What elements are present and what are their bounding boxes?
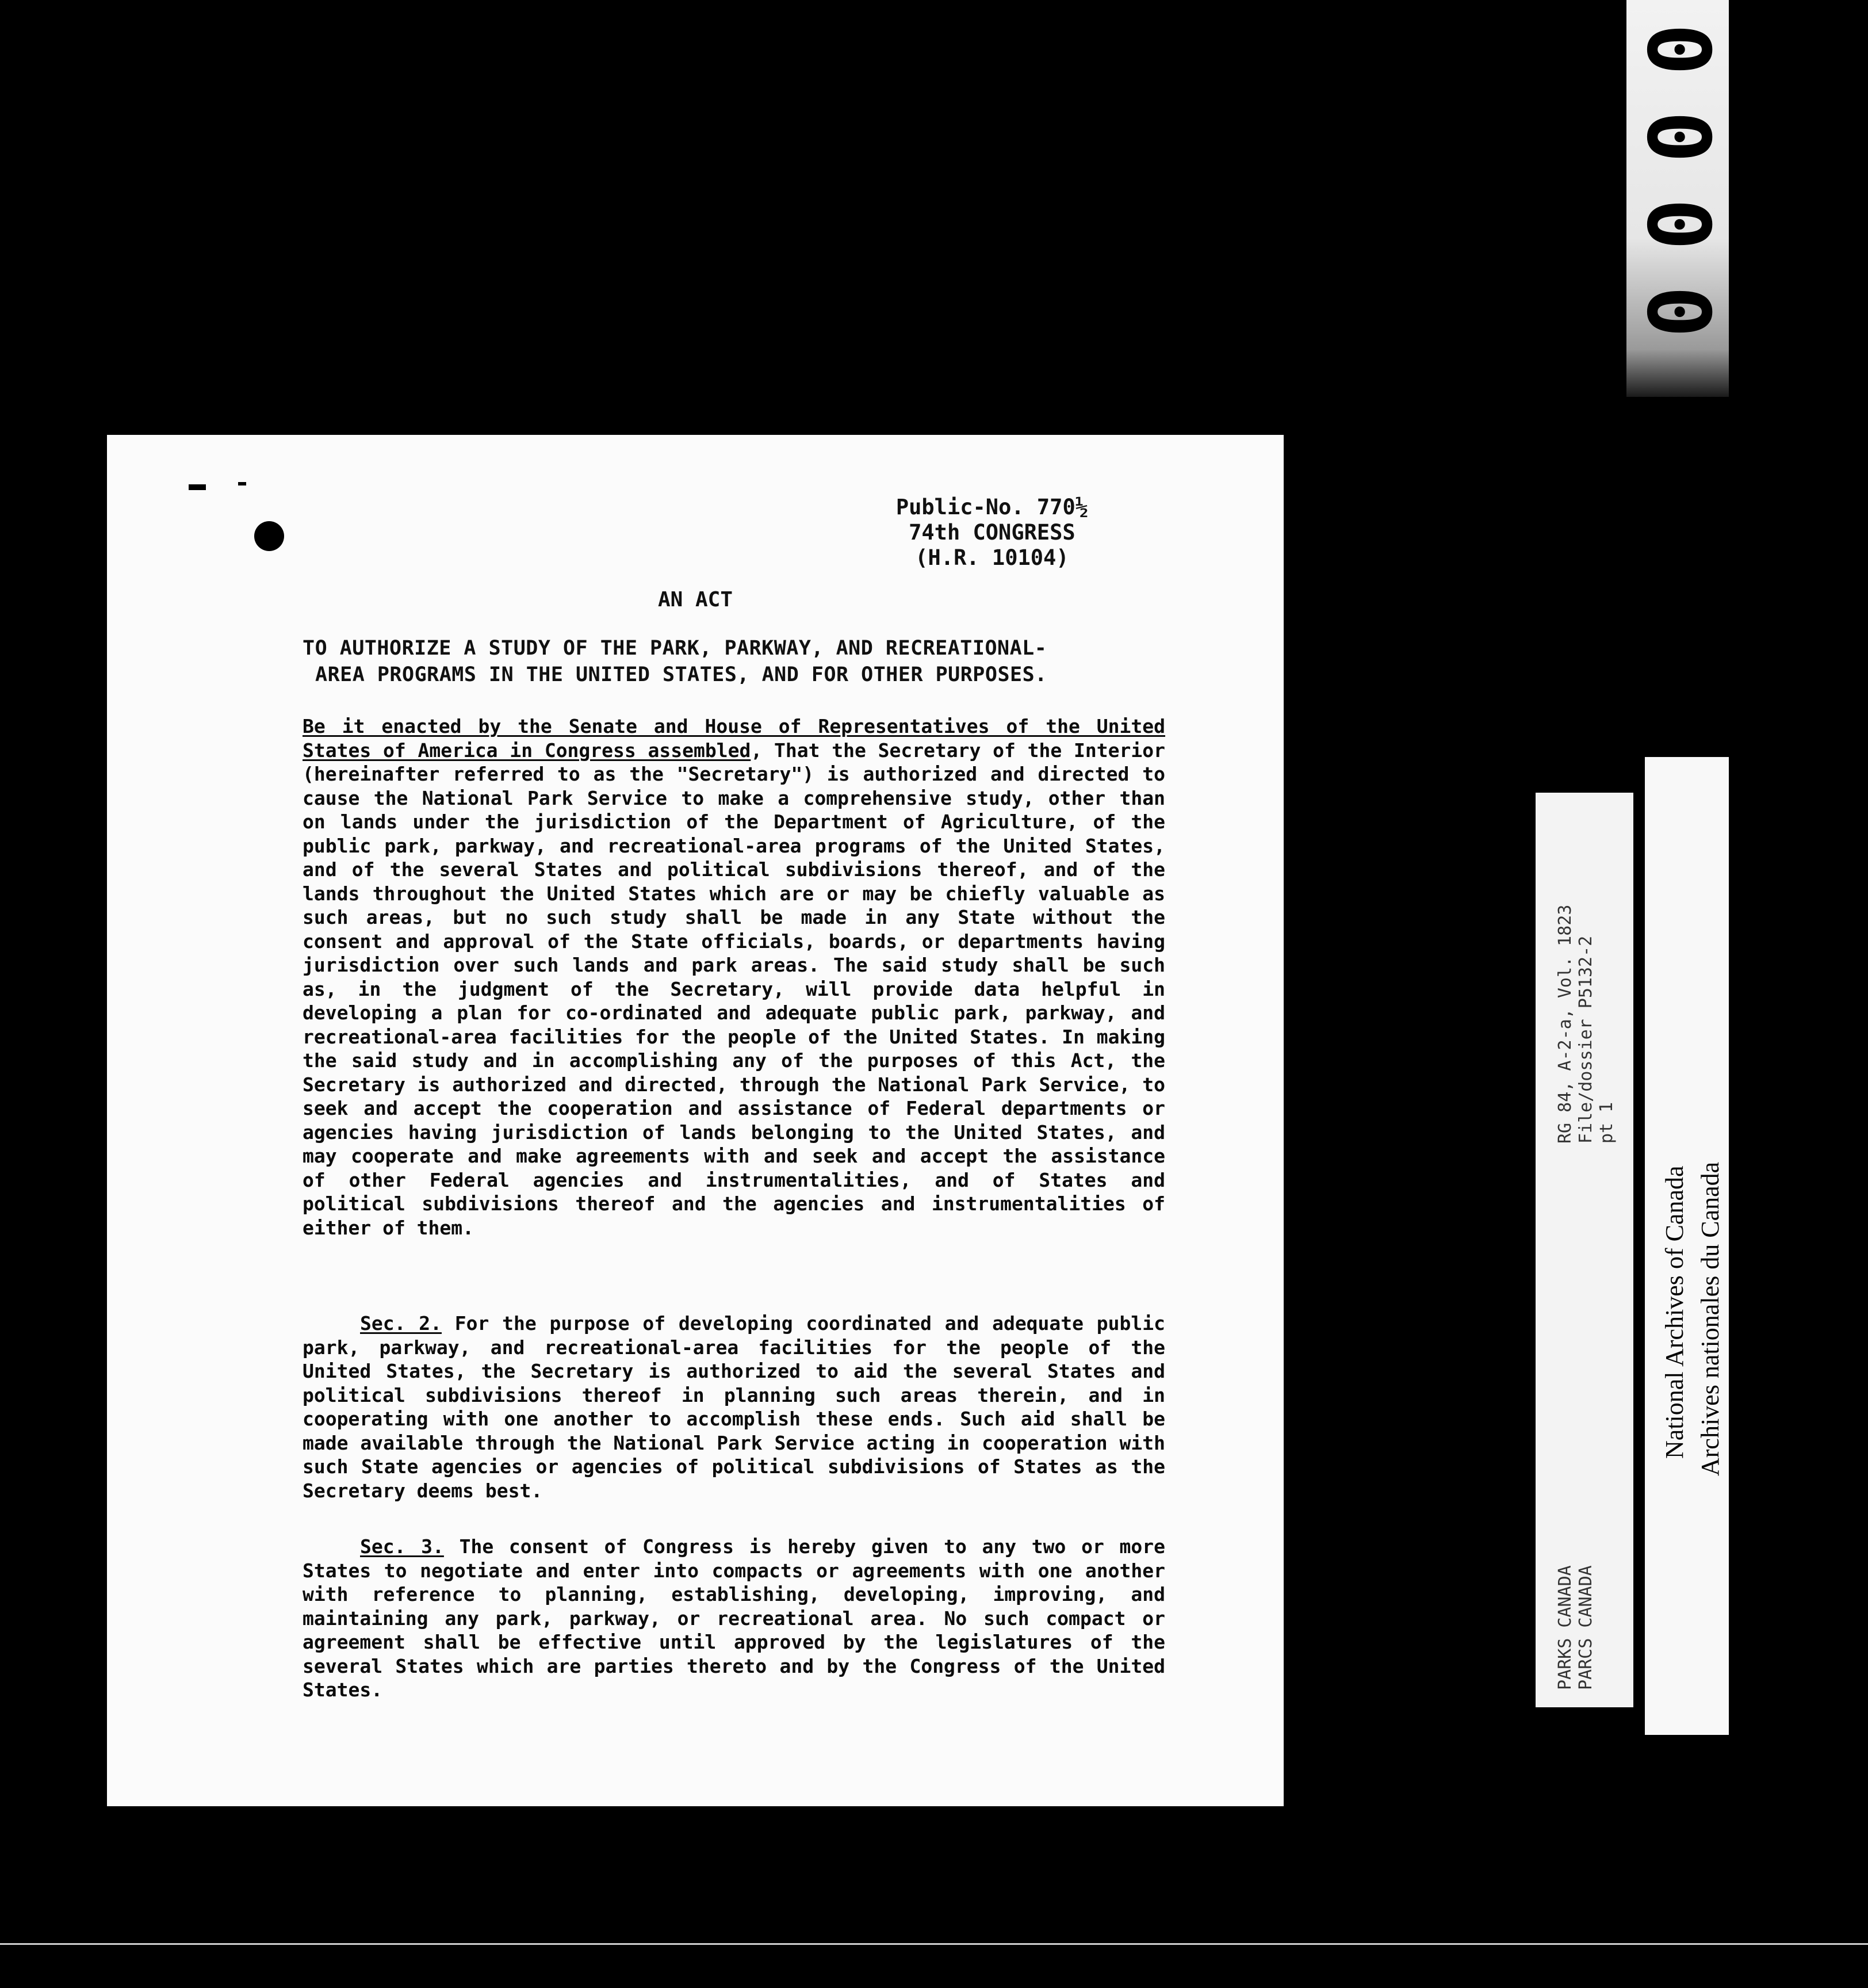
agency-label: PARCS CANADA xyxy=(1576,1565,1596,1690)
public-law-number: Public-No. 770½ xyxy=(895,495,1088,519)
frame-counter xyxy=(1626,0,1729,397)
section-3-body: The consent of Congress is hereby given to any two or more States to negotiate and enter into compacts or agreements with one another with reference to planning, establishing, developing, improving, and maintaining any park, parkway, or recreational area. No such compact or agreement shall be effective until approved by the legislatures of the several States which are parties thereto and by the Congress of the United States. xyxy=(303,1535,1165,1701)
file-reference-line: pt 1 xyxy=(1597,1102,1617,1144)
punch-hole xyxy=(254,521,284,551)
frame-digit: 0 xyxy=(1628,23,1728,76)
file-reference-line: RG 84, A-2-a, Vol. 1823 xyxy=(1555,904,1575,1144)
congress-number: 74th CONGRESS xyxy=(909,520,1075,545)
section-3 xyxy=(303,1535,1165,1702)
bill-number: (H.R. 10104) xyxy=(915,545,1069,570)
file-reference-strip xyxy=(1536,793,1633,1707)
ink-speck xyxy=(238,482,246,485)
file-reference-line: File/dossier P5132-2 xyxy=(1576,935,1596,1144)
act-title-line: TO AUTHORIZE A STUDY OF THE PARK, PARKWAY, AND RECREATIONAL- xyxy=(303,637,1047,660)
archives-strip xyxy=(1645,757,1729,1735)
enacting-clause: Be it enacted by the Senate and House of Representatives of the United States of America in Congress assembled xyxy=(303,715,1165,762)
enacting-body: , That the Secretary of the Interior (hereinafter referred to as the "Secretary") is authorized and directed to cause the National Park Service to make a comprehensive study, other than on lands under the jurisdiction of the Department of Agriculture, of the public park, parkway, and recreational-area programs of the United States, and of the several States and political subdivisions thereof, and of the lands throughout the United States which are or may be chiefly valuable as such areas, but no such study shall be made in any State without the consent and approval of the State officials, boards, or departments having jurisdiction over such lands and park areas. The said study shall be such as, in the judgment of the Secretary, will provide data helpful in developing a plan for co-ordinated and adequate public park, parkway, and recreational-area facilities for the people of the United States. In making the said study and in accomplishing any of the purposes of this Act, the Secretary is authorized and directed, through the National Park Service, to seek and accept the cooperation and assistance of Federal departments or agencies having jurisdiction of lands belonging to the United States, and may cooperate and make agreements with and seek and accept the assistance of other Federal agencies and instrumentalities, and of States and political subdivisions thereof and the agencies and instrumentalities of either of them. xyxy=(303,739,1165,1239)
public-law-header xyxy=(896,495,1088,571)
frame-digit: 0 xyxy=(1628,285,1728,338)
frame-digit: 0 xyxy=(1628,110,1728,163)
ink-speck xyxy=(189,484,206,490)
archives-label-french: Archives nationales du Canada xyxy=(1696,1161,1724,1476)
film-edge-line xyxy=(0,1943,1868,1945)
agency-label: PARKS CANADA xyxy=(1555,1565,1575,1690)
section-2 xyxy=(303,1312,1165,1503)
archives-label-english: National Archives of Canada xyxy=(1660,1165,1689,1459)
act-heading: AN ACT xyxy=(657,588,733,611)
section-2-label: Sec. 2. xyxy=(360,1312,442,1335)
section-2-body: For the purpose of developing coordinated and adequate public park, parkway, and recreational-area facilities for the people of the United States, the Secretary is authorized to aid the several States and political subdivisions thereof in planning such areas therein, and in cooperating with one another to accomplish these ends. Such aid shall be made available through the National Park Service acting in cooperation with such State agencies or agencies of political subdivisions of States as the Secretary deems best. xyxy=(303,1312,1166,1502)
act-title-line: AREA PROGRAMS IN THE UNITED STATES, AND FOR OTHER PURPOSES. xyxy=(315,663,1047,686)
document-page xyxy=(107,435,1284,1806)
act-title xyxy=(303,635,1108,688)
frame-digit: 0 xyxy=(1628,198,1728,251)
section-3-label: Sec. 3. xyxy=(360,1535,444,1558)
enacting-paragraph xyxy=(303,714,1165,1240)
